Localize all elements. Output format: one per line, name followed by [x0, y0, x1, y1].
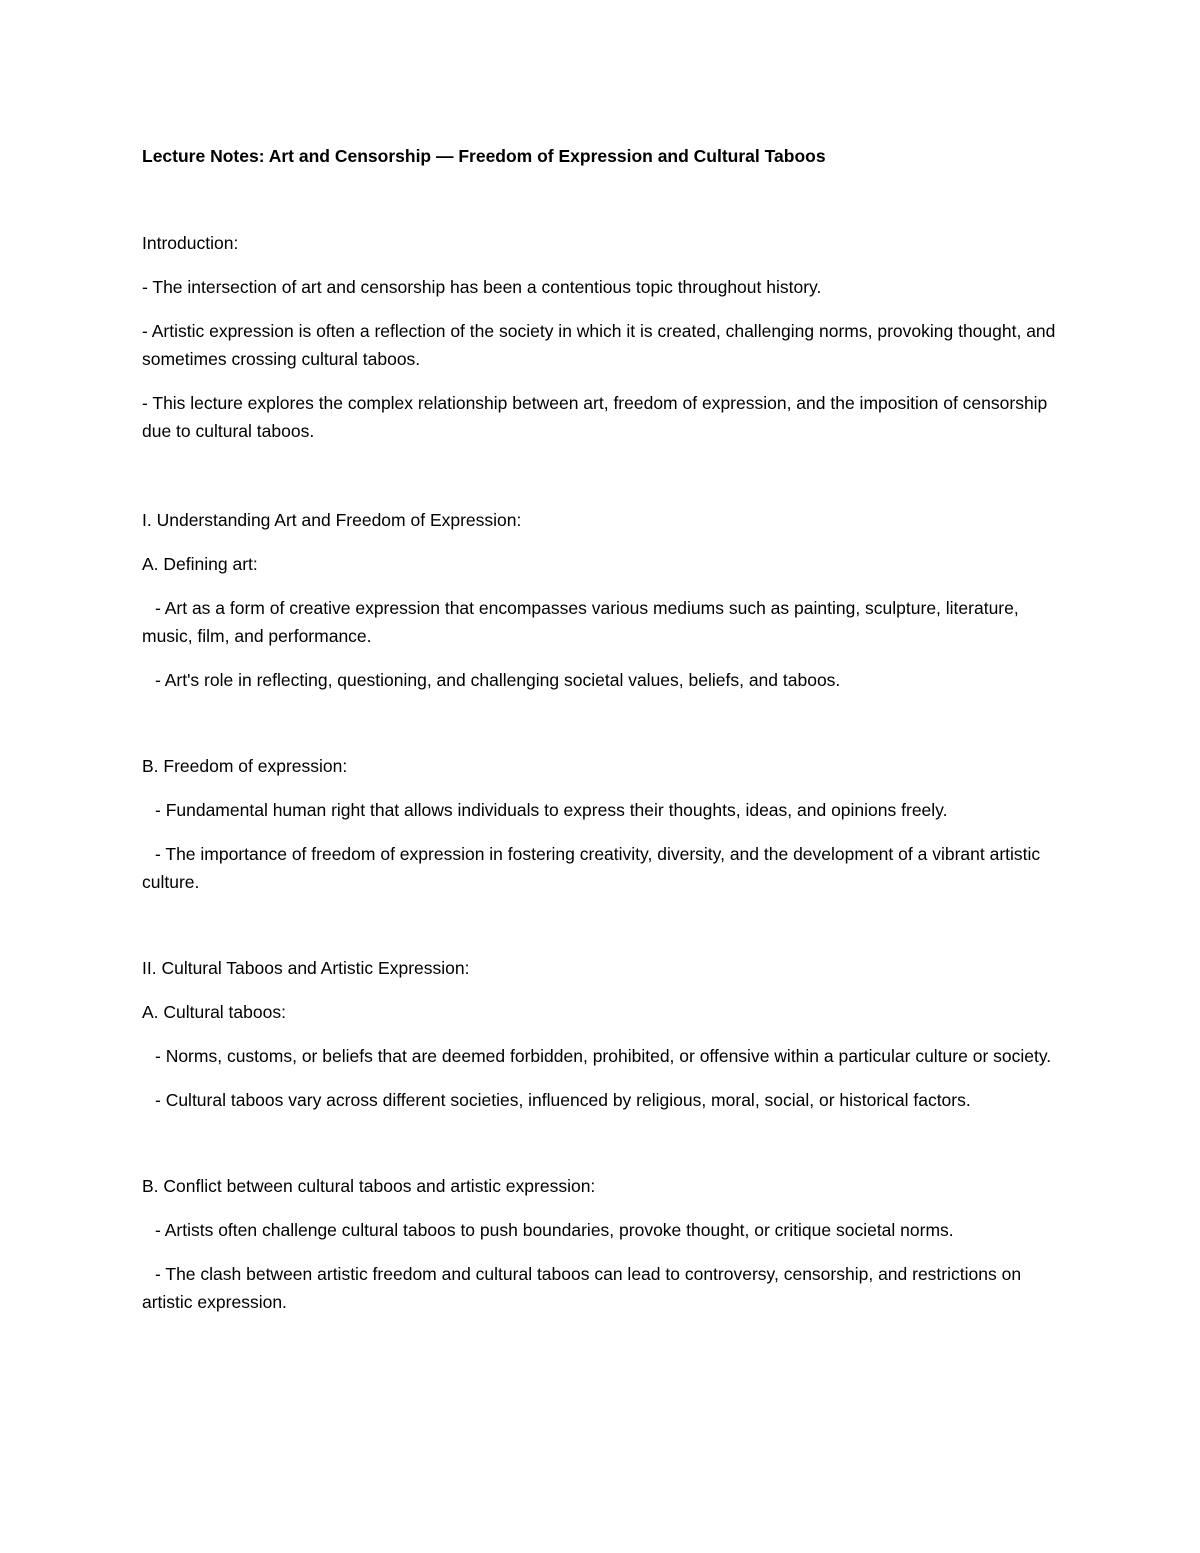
section1-a-heading: A. Defining art: [142, 554, 258, 574]
section1-heading: I. Understanding Art and Freedom of Expression: [142, 510, 522, 530]
document-title: Lecture Notes: Art and Censorship — Freedom of Expression and Cultural Taboos [142, 146, 826, 166]
section-spacer [142, 1130, 1072, 1172]
document-body [142, 142, 1072, 1332]
section-spacer [142, 912, 1072, 954]
section1-b-bullet: - The importance of freedom of expression in fostering creativity, diversity, and the development of a vibrant artistic culture. [142, 844, 1041, 892]
intro-bullet: - This lecture explores the complex relationship between art, freedom of expression, and the imposition of censorship due to cultural taboos. [142, 393, 1048, 441]
intro-bullet: - The intersection of art and censorship has been a contentious topic throughout history. [142, 277, 822, 297]
intro-heading: Introduction: [142, 233, 239, 253]
section1-a-bullet: - Art as a form of creative expression that encompasses various mediums such as painting, sculpture, literature, music, film, and performance. [142, 598, 1019, 646]
section1-a-bullet: - Art's role in reflecting, questioning, and challenging societal values, beliefs, and taboos. [155, 670, 841, 690]
section2-heading: II. Cultural Taboos and Artistic Expression: [142, 958, 470, 978]
section1-b-heading: B. Freedom of expression: [142, 756, 348, 776]
section2-a-bullet: - Cultural taboos vary across different societies, influenced by religious, moral, social, or historical factors. [155, 1090, 971, 1110]
section-spacer [142, 461, 1072, 506]
section1-b-bullet: - Fundamental human right that allows individuals to express their thoughts, ideas, and opinions freely. [155, 800, 948, 820]
section2-a-heading: A. Cultural taboos: [142, 1002, 286, 1022]
section2-b-bullet: - The clash between artistic freedom and cultural taboos can lead to controversy, censorship, and restrictions on artistic expression. [142, 1264, 1022, 1312]
section2-b-bullet: - Artists often challenge cultural taboos to push boundaries, provoke thought, or critique societal norms. [155, 1220, 954, 1240]
section2-b-heading: B. Conflict between cultural taboos and artistic expression: [142, 1176, 596, 1196]
section2-a-bullet: - Norms, customs, or beliefs that are deemed forbidden, prohibited, or offensive within a particular culture or society. [155, 1046, 1052, 1066]
section-spacer [142, 710, 1072, 752]
intro-bullet: - Artistic expression is often a reflection of the society in which it is created, challenging norms, provoking thought, and sometimes crossing cultural taboos. [142, 321, 1056, 369]
